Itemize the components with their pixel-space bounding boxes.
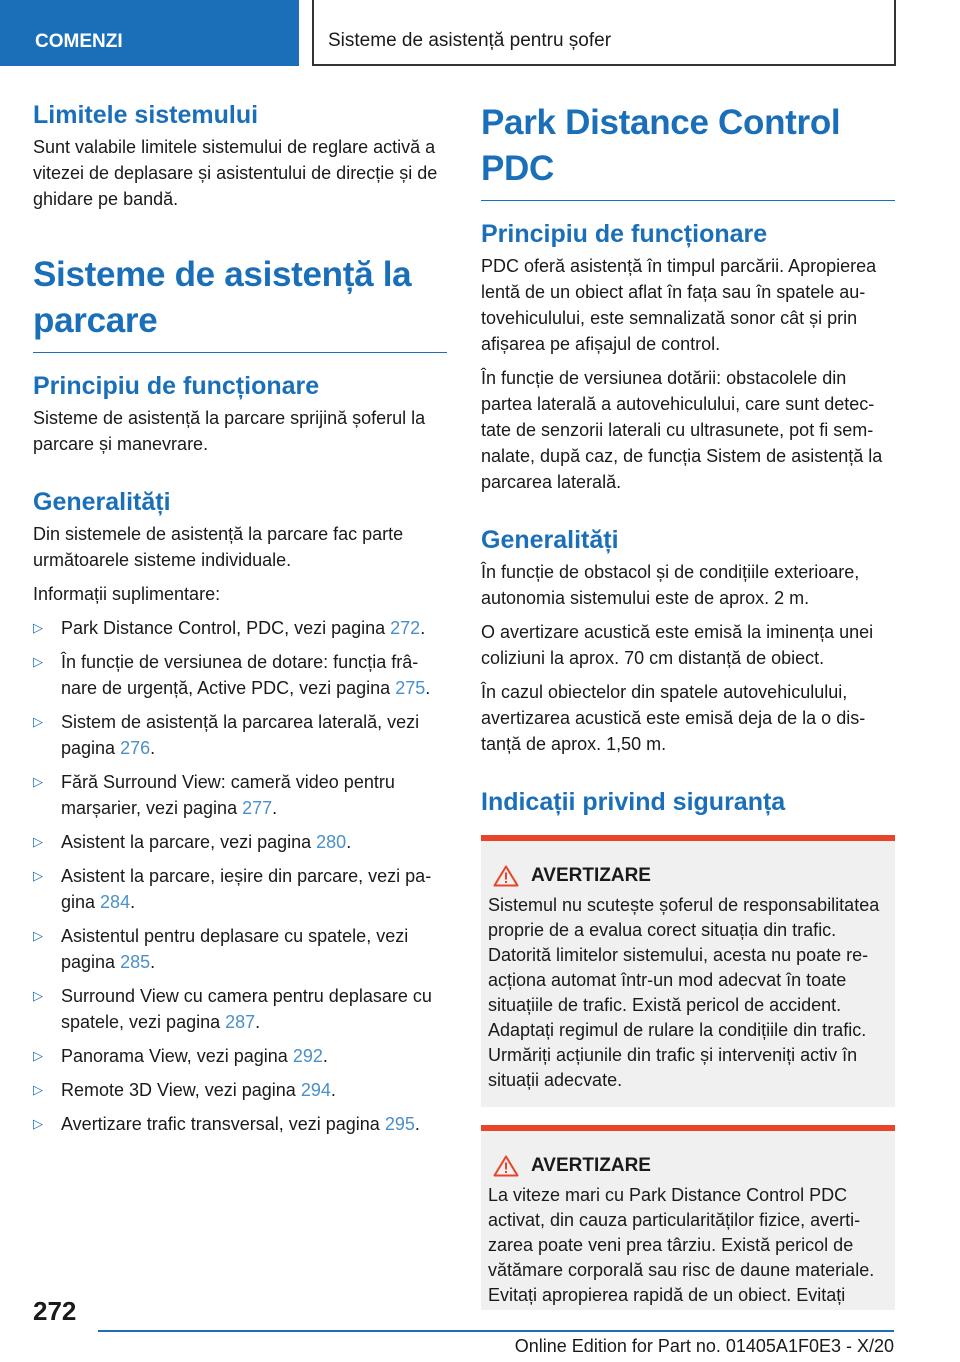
reference-text: În funcție de versiunea de dotare: funcția frânare de urgență, Active PDC, vezi pagina	[61, 652, 419, 698]
warning-box-1	[481, 835, 895, 1107]
safety-heading: Indicații privind siguranța	[481, 788, 786, 816]
list-item: ▷ Surround View cu camera pentru deplasare cu spatele, vezi pagina 287.	[33, 983, 447, 1035]
warning-triangle-icon	[493, 865, 519, 887]
general-heading-left: Generalități	[33, 488, 171, 516]
page-link[interactable]: 292	[292, 1046, 323, 1066]
warning-text-1: Sistemul nu scutește șoferul de responsabilitatea proprie de a evalua corect situația din trafic. Datorită limitelor sistemului, acesta nu poate reacționa automat într-un mod adecvat în toate situațiile de trafic. Există pericol de accident. Adaptați regimul de rulare la condițiile din trafic. Urmăriți acțiunile din trafic și interveniți activ în situații adecvate.	[488, 895, 880, 1090]
warning-text-2: La viteze mari cu Park Distance Control PDC activat, din cauza particularităților fizice, avertizarea poate veni prea târziu. Există pericol de vătămare corporală sau risc de daune materiale. Evitați apropierea rapidă de un obiect. Evitați	[488, 1185, 875, 1305]
reference-text: Panorama View, vezi pagina	[61, 1046, 293, 1066]
principle-p2: În funcție de versiunea dotării: obstacolele din partea laterală a autovehiculului, care sunt detectate de senzorii laterali cu ultrasunete, pot fi semnalate, după caz, de funcția Sistem de asistență la parcarea laterală.	[481, 368, 883, 492]
page-link[interactable]: 294	[300, 1080, 331, 1100]
list-item: ▷ Fără Surround View: cameră video pentru marșarier, vezi pagina 277.	[33, 769, 447, 821]
limits-heading: Limitele sistemului	[33, 101, 259, 129]
reference-text: Avertizare trafic transversal, vezi pagina	[61, 1114, 385, 1134]
page-link[interactable]: 275	[395, 678, 426, 698]
warning-label-2: AVERTIZARE	[531, 1155, 651, 1176]
reference-text: Asistent la parcare, vezi pagina	[61, 832, 317, 852]
page-header	[0, 0, 960, 66]
bullet-triangle-icon: ▷	[33, 1116, 43, 1131]
bullet-triangle-icon: ▷	[33, 1082, 43, 1097]
list-item: ▷ Sistem de asistență la parcarea laterală, vezi pagina 276.	[33, 709, 447, 761]
bullet-triangle-icon: ▷	[33, 928, 43, 943]
general-p2: O avertizare acustică este emisă la iminența unei coliziuni la aprox. 70 cm distanță de obiect.	[481, 622, 874, 668]
reference-text: Surround View cu camera pentru deplasare cu spatele, vezi pagina	[61, 986, 432, 1032]
page-link[interactable]: 276	[120, 738, 151, 758]
principle-text-left: Sisteme de asistență la parcare sprijină șoferul la parcare și manevrare.	[33, 408, 426, 454]
list-item: ▷ Panorama View, vezi pagina 292.	[33, 1043, 447, 1069]
bullet-triangle-icon: ▷	[33, 868, 43, 883]
general-heading-right: Generalități	[481, 526, 619, 554]
right-column	[481, 100, 895, 1322]
bullet-triangle-icon: ▷	[33, 774, 43, 789]
page-link[interactable]: 272	[390, 618, 421, 638]
list-item: ▷ Asistentul pentru deplasare cu spatele, vezi pagina 285.	[33, 923, 447, 975]
page-link[interactable]: 287	[225, 1012, 256, 1032]
page-link[interactable]: 295	[384, 1114, 415, 1134]
footer-divider	[98, 1330, 894, 1332]
limits-text: Sunt valabile limitele sistemului de reglare activă a vitezei de deplasare și asistentului de direcție și de ghidare pe bandă.	[33, 137, 438, 209]
list-item: ▷ Remote 3D View, vezi pagina 294.	[33, 1077, 447, 1103]
bullet-triangle-icon: ▷	[33, 834, 43, 849]
principle-heading-right: Principiu de funcționare	[481, 220, 768, 248]
reference-text: Asistentul pentru deplasare cu spatele, vezi pagina	[61, 926, 409, 972]
reference-text: Fără Surround View: cameră video pentru marșarier, vezi pagina	[61, 772, 395, 818]
left-column	[33, 100, 447, 1145]
list-item: ▷ În funcție de versiunea de dotare: funcția frânare de urgență, Active PDC, vezi pagina 275.	[33, 649, 447, 701]
bullet-triangle-icon: ▷	[33, 988, 43, 1003]
reference-list	[33, 615, 447, 1137]
page-link[interactable]: 277	[242, 798, 273, 818]
page-link[interactable]: 280	[316, 832, 347, 852]
reference-text: Park Distance Control, PDC, vezi pagina	[61, 618, 391, 638]
list-item: ▷ Avertizare trafic transversal, vezi pagina 295.	[33, 1111, 447, 1137]
chapter-tab[interactable]: Sisteme de asistență pentru șofer	[312, 0, 896, 66]
page-link[interactable]: 284	[100, 892, 131, 912]
warning-triangle-icon	[493, 1155, 519, 1177]
pdc-heading: Park Distance Control PDC	[481, 100, 895, 201]
reference-text: Remote 3D View, vezi pagina	[61, 1080, 301, 1100]
list-item: ▷ Asistent la parcare, ieșire din parcare, vezi pagina 284.	[33, 863, 447, 915]
page-number: 272	[33, 1296, 77, 1326]
warning-label-1: AVERTIZARE	[531, 865, 651, 886]
info-label: Informații suplimentare:	[33, 584, 221, 604]
general-text-left: Din sistemele de asistență la parcare fac parte următoarele sisteme individuale.	[33, 524, 404, 570]
parking-heading: Sisteme de asistență la parcare	[33, 252, 447, 353]
bullet-triangle-icon: ▷	[33, 620, 43, 635]
general-p1: În funcție de obstacol și de condițiile exterioare, autonomia sistemului este de aprox. 2 m.	[481, 562, 860, 608]
warning-box-2	[481, 1125, 895, 1310]
bullet-triangle-icon: ▷	[33, 654, 43, 669]
bullet-triangle-icon: ▷	[33, 714, 43, 729]
edition-text: Online Edition for Part no. 01405A1F0E3 - X/20	[514, 1336, 894, 1356]
list-item: ▷ Asistent la parcare, vezi pagina 280.	[33, 829, 447, 855]
principle-heading-left: Principiu de funcționare	[33, 372, 320, 400]
reference-text: Asistent la parcare, ieșire din parcare, vezi pagina	[61, 866, 432, 912]
reference-text: Sistem de asistență la parcarea laterală, vezi pagina	[61, 712, 420, 758]
principle-p1: PDC oferă asistență în timpul parcării. Apropierea lentă de un obiect aflat în fața sau în spatele autovehiculului, este semnalizată sonor cât și prin afișarea pe afișajul de control.	[481, 256, 877, 354]
general-p3: În cazul obiectelor din spatele autovehiculului, avertizarea acustică este emisă deja de la o distanță de aprox. 1,50 m.	[481, 682, 866, 754]
section-tab[interactable]: COMENZI	[0, 0, 299, 66]
page-link[interactable]: 285	[120, 952, 151, 972]
list-item: ▷ Park Distance Control, PDC, vezi pagina 272.	[33, 615, 447, 641]
bullet-triangle-icon: ▷	[33, 1048, 43, 1063]
